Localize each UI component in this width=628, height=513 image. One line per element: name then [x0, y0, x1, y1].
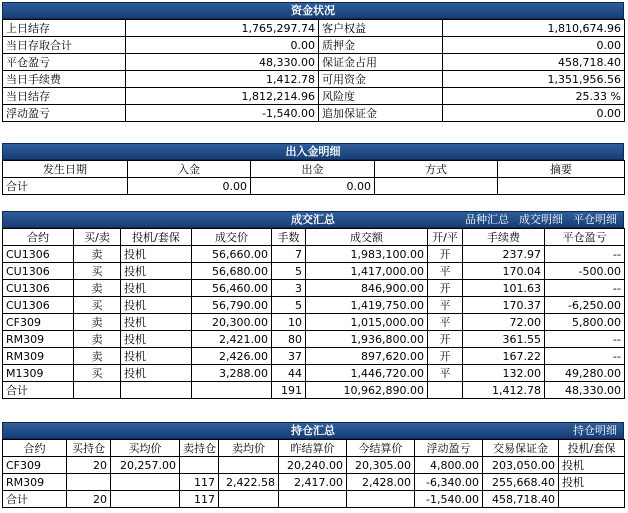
- table-cell: CU1306: [3, 263, 74, 280]
- funds-label: 保证金占用: [319, 54, 443, 71]
- table-cell: 20,305.00: [347, 457, 415, 474]
- table-cell: 56,660.00: [192, 246, 272, 263]
- table-cell: 投机: [121, 246, 192, 263]
- positions-title-bar: [2, 422, 624, 439]
- funds-value: 1,810,674.96: [443, 20, 625, 37]
- funds-label: 客户权益: [319, 20, 443, 37]
- table-cell: 卖: [74, 331, 121, 348]
- table-cell: [192, 382, 272, 399]
- table-cell: 买: [74, 297, 121, 314]
- table-row: [3, 474, 625, 491]
- table-cell: [180, 457, 219, 474]
- table-cell: 1,936,800.00: [306, 331, 428, 348]
- table-cell: 1,015,000.00: [306, 314, 428, 331]
- table-cell: [74, 382, 121, 399]
- funds-label: 风险度: [319, 88, 443, 105]
- table-cell: 投机: [121, 297, 192, 314]
- table-row: [3, 88, 625, 105]
- table-row: [3, 263, 625, 280]
- table-cell: 开: [428, 246, 463, 263]
- column-header: 平仓盈亏: [545, 229, 625, 246]
- table-cell: 买: [74, 263, 121, 280]
- header-row: [3, 161, 625, 178]
- column-header: 入金: [128, 161, 251, 178]
- positions-links: [563, 423, 617, 438]
- funds-label: 当日存取合计: [3, 37, 126, 54]
- table-cell: 卖: [74, 246, 121, 263]
- inout-panel: [2, 143, 624, 195]
- table-cell: 48,330.00: [545, 382, 625, 399]
- table-cell: 开: [428, 348, 463, 365]
- table-cell: 237.97: [463, 246, 545, 263]
- table-cell: 191: [272, 382, 306, 399]
- table-cell: [559, 491, 625, 508]
- table-cell: 846,900.00: [306, 280, 428, 297]
- table-cell: 卖: [74, 314, 121, 331]
- table-cell: 5,800.00: [545, 314, 625, 331]
- trades-links: [455, 212, 617, 227]
- table-cell: 897,620.00: [306, 348, 428, 365]
- table-cell: [219, 457, 279, 474]
- table-cell: 20,300.00: [192, 314, 272, 331]
- column-header: 买均价: [111, 440, 180, 457]
- table-cell: 1,983,100.00: [306, 246, 428, 263]
- table-row: [3, 20, 625, 37]
- table-cell: 56,680.00: [192, 263, 272, 280]
- table-cell: [111, 474, 180, 491]
- table-cell: 10: [272, 314, 306, 331]
- table-row: [3, 297, 625, 314]
- column-header: 卖持仓: [180, 440, 219, 457]
- table-cell: 20,240.00: [279, 457, 347, 474]
- column-header: 发生日期: [3, 161, 128, 178]
- table-row: [3, 246, 625, 263]
- table-cell: 1,417,000.00: [306, 263, 428, 280]
- funds-value: 0.00: [443, 37, 625, 54]
- funds-value: 458,718.40: [443, 54, 625, 71]
- table-cell: RM309: [3, 474, 67, 491]
- table-cell: 投机: [559, 474, 625, 491]
- column-header: 投机/套保: [121, 229, 192, 246]
- table-row: [3, 348, 625, 365]
- table-cell: 37: [272, 348, 306, 365]
- funds-value: 25.33 %: [443, 88, 625, 105]
- inout-title: 出入金明细: [285, 145, 341, 158]
- funds-title-bar: [2, 2, 624, 19]
- table-cell: 167.22: [463, 348, 545, 365]
- funds-value: -1,540.00: [126, 105, 319, 122]
- column-header: 昨结算价: [279, 440, 347, 457]
- table-cell: -6,250.00: [545, 297, 625, 314]
- funds-title: 资金状况: [291, 4, 335, 17]
- table-cell: --: [545, 348, 625, 365]
- table-cell: 255,668.40: [483, 474, 559, 491]
- table-cell: --: [545, 246, 625, 263]
- table-cell: 117: [180, 474, 219, 491]
- inout-title-bar: [2, 143, 624, 160]
- table-cell: [67, 474, 111, 491]
- funds-value: 0.00: [126, 37, 319, 54]
- table-row: [3, 382, 625, 399]
- funds-label: 浮动盈亏: [3, 105, 126, 122]
- funds-label: 上日结存: [3, 20, 126, 37]
- table-cell: 开: [428, 280, 463, 297]
- table-cell: 49,280.00: [545, 365, 625, 382]
- table-cell: 44: [272, 365, 306, 382]
- table-cell: 56,790.00: [192, 297, 272, 314]
- funds-label: 追加保证金: [319, 105, 443, 122]
- table-cell: CF309: [3, 457, 67, 474]
- table-cell: RM309: [3, 348, 74, 365]
- positions-panel: [2, 422, 624, 508]
- column-header: 成交价: [192, 229, 272, 246]
- table-cell: 170.37: [463, 297, 545, 314]
- table-cell: 4,800.00: [415, 457, 483, 474]
- table-cell: 投机: [121, 314, 192, 331]
- funds-value: 0.00: [443, 105, 625, 122]
- table-cell: 3,288.00: [192, 365, 272, 382]
- column-header: 卖均价: [219, 440, 279, 457]
- table-cell: 20: [67, 491, 111, 508]
- table-cell: CF309: [3, 314, 74, 331]
- column-header: 合约: [3, 440, 67, 457]
- funds-label: 质押金: [319, 37, 443, 54]
- table-cell: 2,421.00: [192, 331, 272, 348]
- positions-link[interactable]: 持仓明细: [573, 424, 617, 437]
- table-cell: 平: [428, 297, 463, 314]
- table-cell: 开: [428, 331, 463, 348]
- table-cell: 1,446,720.00: [306, 365, 428, 382]
- funds-value: 48,330.00: [126, 54, 319, 71]
- table-cell: 投机: [121, 263, 192, 280]
- table-cell: 5: [272, 263, 306, 280]
- column-header: 成交额: [306, 229, 428, 246]
- column-header: 摘要: [498, 161, 625, 178]
- table-row: [3, 37, 625, 54]
- table-cell: [111, 491, 180, 508]
- table-cell: [219, 491, 279, 508]
- table-cell: -1,540.00: [415, 491, 483, 508]
- table-cell: 0.00: [251, 178, 375, 195]
- table-cell: 平: [428, 365, 463, 382]
- table-cell: 80: [272, 331, 306, 348]
- table-row: [3, 491, 625, 508]
- column-header: 手数: [272, 229, 306, 246]
- table-cell: CU1306: [3, 280, 74, 297]
- funds-value: 1,351,956.56: [443, 71, 625, 88]
- table-cell: [279, 491, 347, 508]
- column-header: 投机/套保: [559, 440, 625, 457]
- table-cell: --: [545, 280, 625, 297]
- trades-link[interactable]: 品种汇总: [465, 213, 509, 226]
- table-cell: 投机: [559, 457, 625, 474]
- table-cell: 投机: [121, 331, 192, 348]
- table-cell: 2,428.00: [347, 474, 415, 491]
- header-row: [3, 440, 625, 457]
- table-cell: 合计: [3, 491, 67, 508]
- table-cell: 20: [67, 457, 111, 474]
- table-cell: 合计: [3, 382, 74, 399]
- table-cell: 361.55: [463, 331, 545, 348]
- trades-panel: [2, 211, 624, 399]
- table-cell: 10,962,890.00: [306, 382, 428, 399]
- trades-title: 成交汇总: [291, 213, 335, 226]
- table-cell: 3: [272, 280, 306, 297]
- table-cell: 132.00: [463, 365, 545, 382]
- table-cell: 投机: [121, 365, 192, 382]
- table-cell: 20,257.00: [111, 457, 180, 474]
- trades-table: [2, 228, 625, 399]
- trades-title-bar: [2, 211, 624, 228]
- table-row: [3, 314, 625, 331]
- funds-label: 可用资金: [319, 71, 443, 88]
- table-cell: RM309: [3, 331, 74, 348]
- table-row: [3, 54, 625, 71]
- column-header: 交易保证金: [483, 440, 559, 457]
- table-cell: 1,419,750.00: [306, 297, 428, 314]
- table-row: [3, 105, 625, 122]
- column-header: 浮动盈亏: [415, 440, 483, 457]
- table-row: [3, 71, 625, 88]
- table-row: [3, 280, 625, 297]
- table-cell: 7: [272, 246, 306, 263]
- table-cell: 117: [180, 491, 219, 508]
- funds-value: 1,412.78: [126, 71, 319, 88]
- table-row: [3, 331, 625, 348]
- funds-panel: [2, 2, 624, 122]
- funds-value: 1,812,214.96: [126, 88, 319, 105]
- trades-link[interactable]: 成交明细: [519, 213, 563, 226]
- positions-title: 持仓汇总: [291, 424, 335, 437]
- trades-link[interactable]: 平仓明细: [573, 213, 617, 226]
- table-cell: [498, 178, 625, 195]
- table-cell: 投机: [121, 348, 192, 365]
- table-row: [3, 457, 625, 474]
- funds-value: 1,765,297.74: [126, 20, 319, 37]
- table-cell: 平: [428, 314, 463, 331]
- table-cell: 0.00: [128, 178, 251, 195]
- table-row: [3, 365, 625, 382]
- table-cell: 卖: [74, 280, 121, 297]
- table-cell: [375, 178, 498, 195]
- inout-table: [2, 160, 625, 195]
- funds-table: [2, 19, 625, 122]
- column-header: 出金: [251, 161, 375, 178]
- table-cell: --: [545, 331, 625, 348]
- table-cell: -6,340.00: [415, 474, 483, 491]
- table-cell: 203,050.00: [483, 457, 559, 474]
- table-cell: 卖: [74, 348, 121, 365]
- table-cell: 5: [272, 297, 306, 314]
- table-cell: 458,718.40: [483, 491, 559, 508]
- table-cell: M1309: [3, 365, 74, 382]
- column-header: 开/平: [428, 229, 463, 246]
- table-cell: 170.04: [463, 263, 545, 280]
- positions-table: [2, 439, 625, 508]
- table-cell: 买: [74, 365, 121, 382]
- table-cell: [121, 382, 192, 399]
- column-header: 买/卖: [74, 229, 121, 246]
- table-cell: 投机: [121, 280, 192, 297]
- table-cell: 2,426.00: [192, 348, 272, 365]
- table-row: [3, 178, 625, 195]
- column-header: 今结算价: [347, 440, 415, 457]
- funds-label: 平仓盈亏: [3, 54, 126, 71]
- table-cell: 101.63: [463, 280, 545, 297]
- table-cell: [428, 382, 463, 399]
- table-cell: 平: [428, 263, 463, 280]
- table-cell: 2,417.00: [279, 474, 347, 491]
- table-cell: 72.00: [463, 314, 545, 331]
- table-cell: 合计: [3, 178, 128, 195]
- column-header: 方式: [375, 161, 498, 178]
- funds-label: 当日结存: [3, 88, 126, 105]
- table-cell: CU1306: [3, 246, 74, 263]
- table-cell: 56,460.00: [192, 280, 272, 297]
- column-header: 买持仓: [67, 440, 111, 457]
- table-cell: -500.00: [545, 263, 625, 280]
- table-cell: CU1306: [3, 297, 74, 314]
- table-cell: 1,412.78: [463, 382, 545, 399]
- column-header: 手续费: [463, 229, 545, 246]
- funds-label: 当日手续费: [3, 71, 126, 88]
- table-cell: [347, 491, 415, 508]
- header-row: [3, 229, 625, 246]
- column-header: 合约: [3, 229, 74, 246]
- table-cell: 2,422.58: [219, 474, 279, 491]
